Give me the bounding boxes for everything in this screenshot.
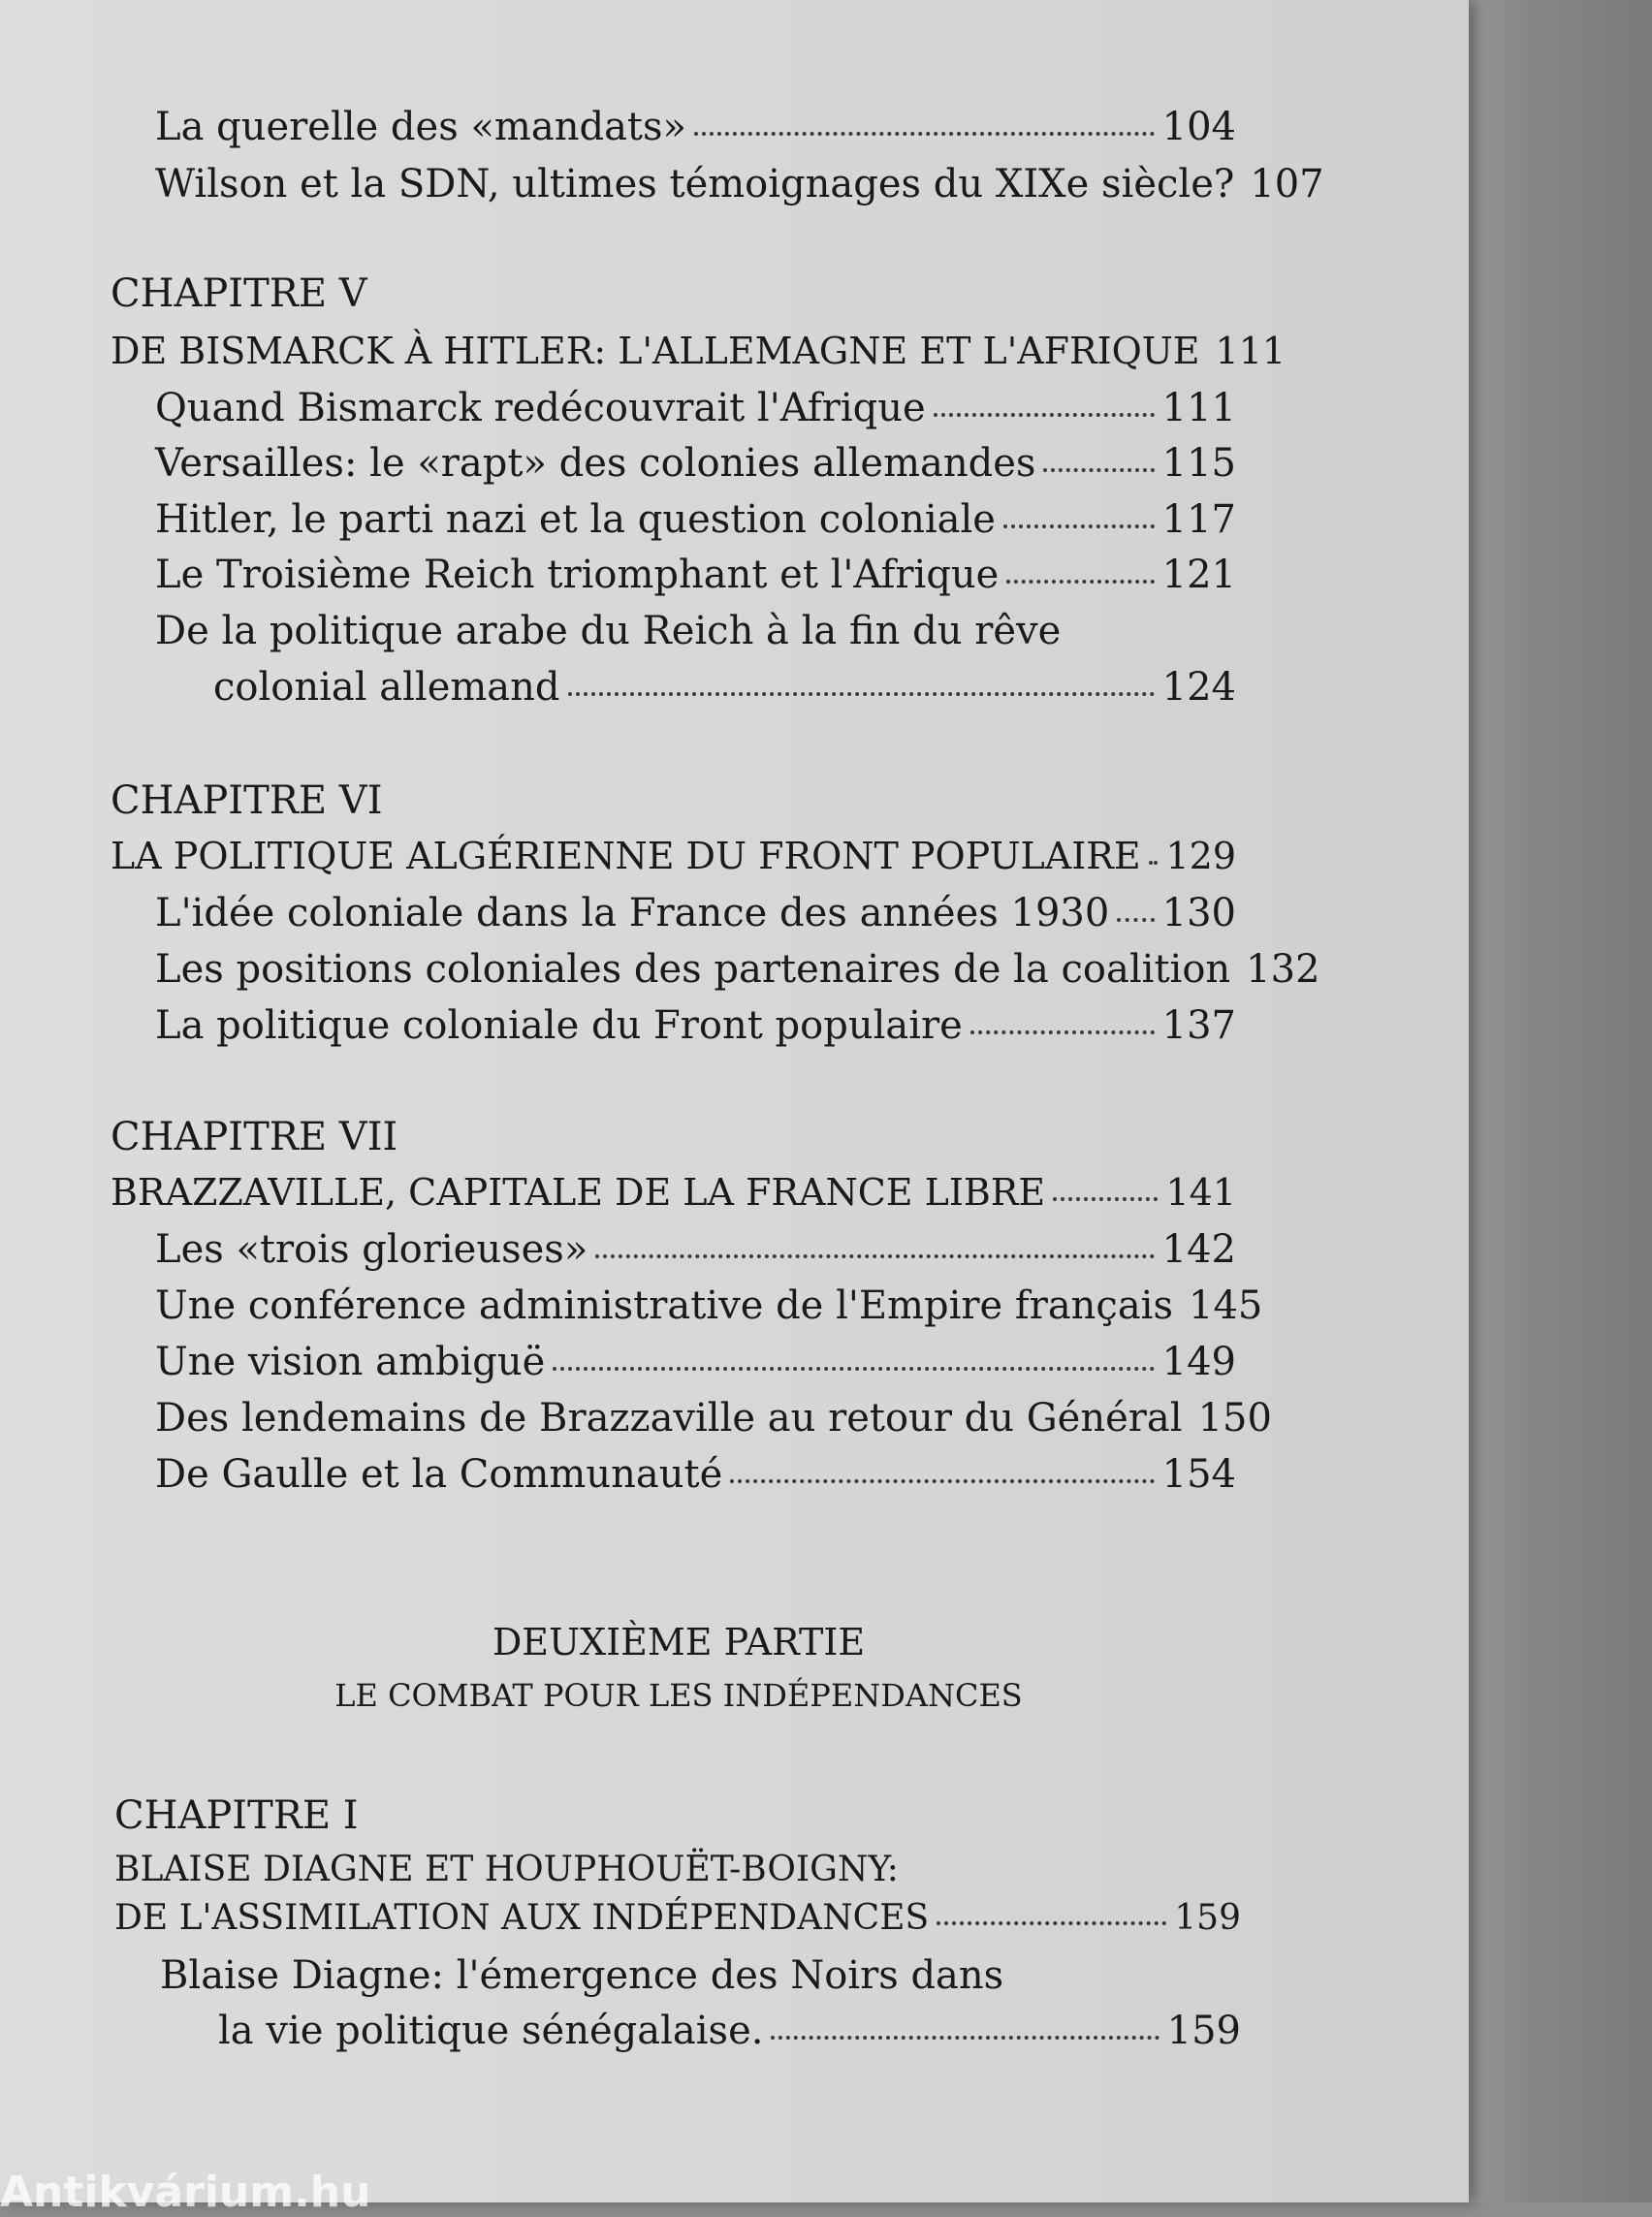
adjacent-page-edge [1454,0,1652,2202]
chapter-heading: DE L'ASSIMILATION AUX INDÉPENDANCES 159 [114,1898,1241,1938]
chapter-label: CHAPITRE VII [111,1115,398,1159]
toc-entry [155,105,1236,149]
toc-entry-page: 104 [1161,105,1236,149]
toc-entry: La politique coloniale du Front populaire 137 [155,1003,1236,1048]
leader-dots [595,1251,1154,1258]
chapter-heading-page: 111 [1215,330,1287,372]
toc-entry: Quand Bismarck redécouvrait l'Afrique 111 [155,386,1236,430]
toc-entry: Le Troisième Reich triomphant et l'Afrique 121 [155,553,1236,597]
watermark: Antikvárium.hu [0,2168,371,2217]
leader-dots [771,2032,1159,2040]
leader-dots [730,1475,1154,1483]
leader-dots [1043,464,1154,472]
toc-entry: Une vision ambiguë 149 [155,1340,1236,1384]
leader-dots [694,128,1155,136]
leader-dots [553,1363,1154,1371]
chapter-heading: LA POLITIQUE ALGÉRIENNE DU FRONT POPULAIRE 129 [111,835,1236,877]
leader-dots [970,1027,1155,1034]
toc-entry-title: Wilson et la SDN, ultimes témoignages du XIXe siècle? [155,162,1235,206]
leader-dots [1117,914,1154,922]
toc-entry: Une conférence administrative de l'Empire français 145 [155,1283,1263,1328]
leader-dots [1006,576,1154,584]
chapter-heading-title: DE BISMARCK À HITLER: L'ALLEMAGNE ET L'AFRIQUE [111,330,1200,372]
toc-entry: Versailles: le «rapt» des colonies allemandes 115 [155,441,1236,486]
toc-entry: De Gaulle et la Communauté 154 [155,1452,1236,1497]
toc-entry: Les «trois glorieuses» 142 [155,1227,1236,1272]
leader-dots [1149,857,1159,865]
chapter-heading [111,330,1287,372]
leader-dots [934,409,1155,417]
leader-dots [1053,1193,1158,1201]
toc-entry: Les positions coloniales des partenaires de la coalition 132 [155,947,1320,992]
chapter-heading: BRAZZAVILLE, CAPITALE DE LA FRANCE LIBRE 141 [111,1171,1236,1214]
part-title: DEUXIÈME PARTIE [492,1621,866,1663]
chapter-label: CHAPITRE VI [111,778,383,823]
toc-entry: Hitler, le parti nazi et la question coloniale 117 [155,497,1236,542]
toc-entry-line1: De la politique arabe du Reich à la fin du rêve [155,609,1062,653]
toc-entry-page: 107 [1250,162,1324,206]
toc-entry [155,162,1324,206]
toc-entry: Des lendemains de Brazzaville au retour du Général 150 [155,1396,1272,1441]
leader-dots [568,688,1155,696]
toc-entry: la vie politique sénégalaise. 159 [218,2009,1241,2053]
toc-entry-title: La querelle des «mandats» [155,105,686,149]
leader-dots [1003,521,1155,528]
leader-dots [937,1917,1166,1925]
toc-entry: colonial allemand 124 [213,665,1236,710]
toc-entry: L'idée coloniale dans la France des années 1930 130 [155,891,1236,935]
toc-entry-line1: Blaise Diagne: l'émergence des Noirs dans [160,1953,1004,1998]
chapter-label: CHAPITRE I [114,1793,359,1838]
chapter-label: CHAPITRE V [111,271,367,316]
part-subtitle: LE COMBAT POUR LES INDÉPENDANCES [334,1677,1023,1714]
chapter-heading-line1: BLAISE DIAGNE ET HOUPHOUËT-BOIGNY: [114,1850,899,1889]
